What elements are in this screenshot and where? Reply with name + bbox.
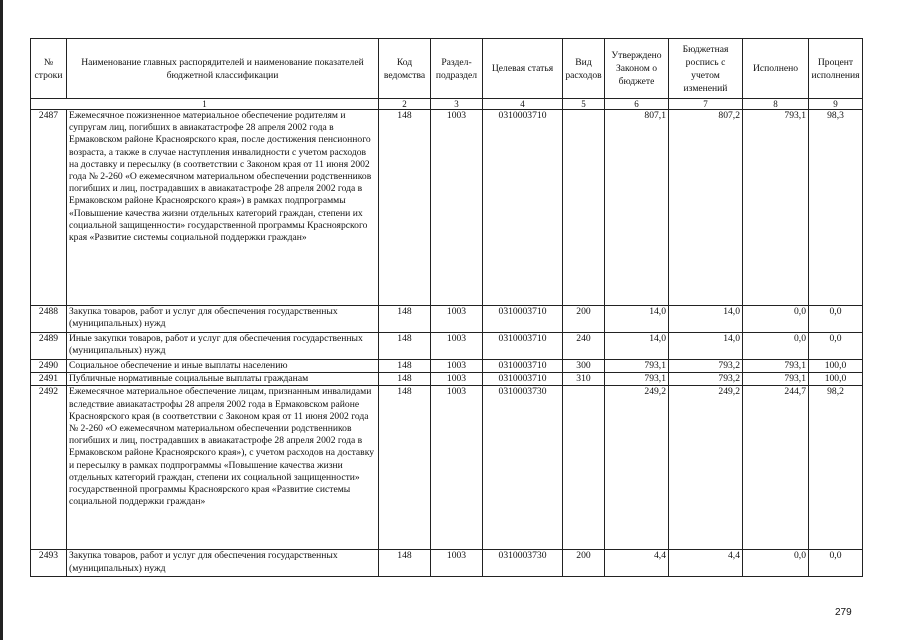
row-percent: 100,0	[809, 360, 863, 373]
row-executed: 244,7	[743, 386, 809, 550]
column-number-row	[31, 99, 863, 110]
row-section: 1003	[431, 306, 483, 333]
row-budget-schedule: 4,4	[669, 550, 743, 577]
table-row	[31, 386, 863, 550]
row-target-article: 0310003710	[483, 110, 563, 306]
row-executed: 0,0	[743, 333, 809, 360]
row-budget-schedule: 793,2	[669, 373, 743, 386]
page-edge	[0, 0, 3, 640]
table-row	[31, 360, 863, 373]
row-section: 1003	[431, 550, 483, 577]
row-budget-schedule: 793,2	[669, 360, 743, 373]
row-target-article: 0310003710	[483, 306, 563, 333]
header-ved-code: Код ведомства	[379, 39, 431, 99]
row-ved-code: 148	[379, 110, 431, 306]
row-executed: 793,1	[743, 360, 809, 373]
row-section: 1003	[431, 333, 483, 360]
header-executed: Исполнено	[743, 39, 809, 99]
row-percent: 0,0	[809, 333, 863, 360]
table-row	[31, 306, 863, 333]
table-row	[31, 550, 863, 577]
row-percent: 100,0	[809, 373, 863, 386]
row-approved: 793,1	[605, 360, 669, 373]
header-target-article: Целевая статья	[483, 39, 563, 99]
header-row-number: № строки	[31, 39, 67, 99]
row-expense-type: 240	[563, 333, 605, 360]
row-target-article: 0310003710	[483, 333, 563, 360]
row-approved: 793,1	[605, 373, 669, 386]
row-number: 2488	[31, 306, 67, 333]
row-name: Ежемесячное пожизненное материальное обеспечение родителям и супругам лиц, погибших в авиакатастрофе 28 апреля 2002 года в Ермаковском районе Красноярского края, после достижения пенсионного возраста, а также в случае наступления инвалидности с учетом расходов на доставку и пересылку (в соответствии с Законом края от 11 июня 2002 года № 2-260 «О ежемесячном материальном обеспечении родственников погибших и лиц, пострадавших в авиакатастрофе 28 апреля 2002 года в Ермаковском районе Красноярского края») в рамках подпрограммы «Повышение качества жизни отдельных категорий граждан, степени их социальной защищенности» государственной программы Красноярского края «Развитие системы социальной поддержки граждан»	[67, 110, 379, 306]
row-section: 1003	[431, 373, 483, 386]
colnum-4: 4	[483, 99, 563, 110]
colnum-8: 8	[743, 99, 809, 110]
table-row	[31, 373, 863, 386]
row-percent: 0,0	[809, 306, 863, 333]
budget-table	[30, 38, 863, 577]
row-percent: 0,0	[809, 550, 863, 577]
row-ved-code: 148	[379, 306, 431, 333]
header-row	[31, 39, 863, 99]
colnum-9: 9	[809, 99, 863, 110]
header-section: Раздел-подраздел	[431, 39, 483, 99]
row-ved-code: 148	[379, 550, 431, 577]
row-expense-type: 300	[563, 360, 605, 373]
row-name: Закупка товаров, работ и услуг для обеспечения государственных (муниципальных) нужд	[67, 306, 379, 333]
row-section: 1003	[431, 360, 483, 373]
colnum-5: 5	[563, 99, 605, 110]
header-budget-schedule: Бюджетная роспись с учетом изменений	[669, 39, 743, 99]
row-name: Ежемесячное материальное обеспечение лицам, признанным инвалидами вследствие авиакатастрофы 28 апреля 2002 года в Ермаковском районе Красноярского края (в соответствии с Законом края от 11 июня 2002 года № 2-260 «О ежемесячном материальном обеспечении родственников погибших и лиц, пострадавших в авиакатастрофе 28 апреля 2002 года в Ермаковском районе Красноярского края»), с учетом расходов на доставку и пересылку в рамках подпрограммы «Повышение качества жизни отдельных категорий граждан, степени их социальной защищенности» государственной программы Красноярского края «Развитие системы социальной поддержки граждан»	[67, 386, 379, 550]
row-approved: 14,0	[605, 333, 669, 360]
row-expense-type: 200	[563, 550, 605, 577]
row-executed: 0,0	[743, 550, 809, 577]
header-name: Наименование главных распорядителей и наименование показателей бюджетной классификации	[67, 39, 379, 99]
row-name: Публичные нормативные социальные выплаты гражданам	[67, 373, 379, 386]
row-expense-type: 310	[563, 373, 605, 386]
row-name: Закупка товаров, работ и услуг для обеспечения государственных (муниципальных) нужд	[67, 550, 379, 577]
row-ved-code: 148	[379, 333, 431, 360]
row-budget-schedule: 807,2	[669, 110, 743, 306]
row-number: 2493	[31, 550, 67, 577]
colnum-6: 6	[605, 99, 669, 110]
colnum-2: 2	[379, 99, 431, 110]
row-ved-code: 148	[379, 386, 431, 550]
row-executed: 793,1	[743, 373, 809, 386]
row-section: 1003	[431, 110, 483, 306]
header-approved: Утверждено Законом о бюджете	[605, 39, 669, 99]
row-expense-type: 200	[563, 306, 605, 333]
row-budget-schedule: 14,0	[669, 333, 743, 360]
row-number: 2492	[31, 386, 67, 550]
row-expense-type	[563, 110, 605, 306]
row-executed: 793,1	[743, 110, 809, 306]
row-name: Иные закупки товаров, работ и услуг для обеспечения государственных (муниципальных) нужд	[67, 333, 379, 360]
header-percent: Процент исполнения	[809, 39, 863, 99]
page-number: 279	[835, 607, 852, 618]
table-row	[31, 110, 863, 306]
row-target-article: 0310003730	[483, 386, 563, 550]
row-percent: 98,3	[809, 110, 863, 306]
row-approved: 14,0	[605, 306, 669, 333]
row-percent: 98,2	[809, 386, 863, 550]
row-executed: 0,0	[743, 306, 809, 333]
row-budget-schedule: 249,2	[669, 386, 743, 550]
row-expense-type	[563, 386, 605, 550]
row-number: 2491	[31, 373, 67, 386]
row-ved-code: 148	[379, 373, 431, 386]
colnum-7: 7	[669, 99, 743, 110]
row-approved: 249,2	[605, 386, 669, 550]
table-row	[31, 333, 863, 360]
row-approved: 4,4	[605, 550, 669, 577]
row-budget-schedule: 14,0	[669, 306, 743, 333]
row-target-article: 0310003710	[483, 360, 563, 373]
colnum-1: 1	[31, 99, 379, 110]
row-number: 2487	[31, 110, 67, 306]
row-target-article: 0310003710	[483, 373, 563, 386]
row-ved-code: 148	[379, 360, 431, 373]
colnum-3: 3	[431, 99, 483, 110]
row-number: 2489	[31, 333, 67, 360]
row-number: 2490	[31, 360, 67, 373]
row-target-article: 0310003730	[483, 550, 563, 577]
row-approved: 807,1	[605, 110, 669, 306]
row-section: 1003	[431, 386, 483, 550]
header-expense-type: Вид расходов	[563, 39, 605, 99]
row-name: Социальное обеспечение и иные выплаты населению	[67, 360, 379, 373]
